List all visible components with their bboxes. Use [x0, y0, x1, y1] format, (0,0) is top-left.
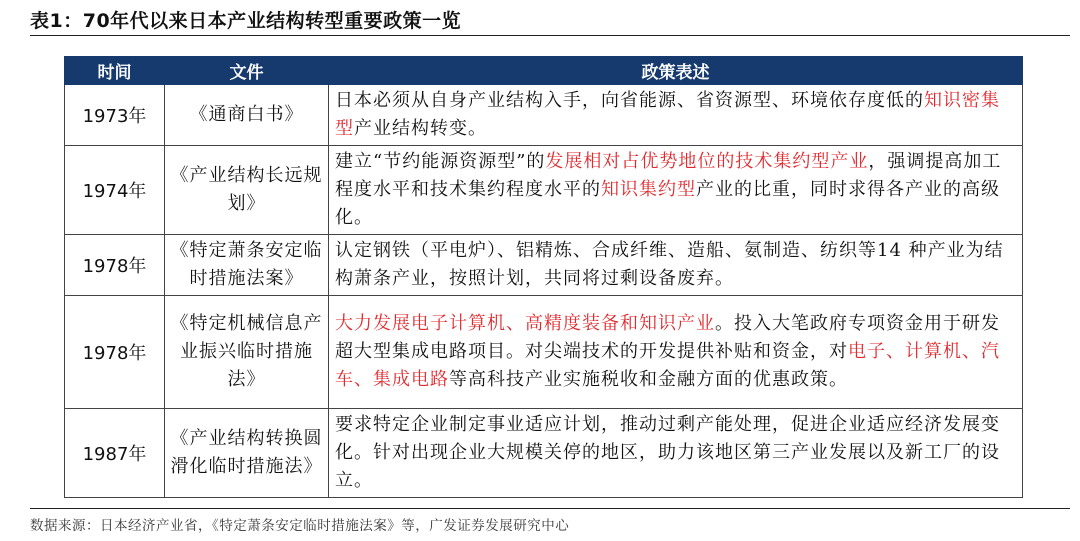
- table-row: [65, 296, 1023, 409]
- source-note: 数据来源：日本经济产业省，《特定萧条安定临时措施法案》等，广发证券发展研究中心: [30, 518, 570, 534]
- policy-text: 认定钢铁（平电炉）、铝精炼、合成纤维、造船、氨制造、纺织等14 种产业为结构萧条产业，按照计划，共同将过剩设备废弃。: [335, 240, 1004, 289]
- header-policy: 政策表述: [329, 57, 1023, 85]
- policy-text: 产业结构转变。: [354, 118, 487, 139]
- row-year: 1973年: [65, 85, 165, 146]
- policy-text: 产业的比重，同时求得各产业的高级化。: [335, 179, 1000, 228]
- row-document: 《产业结构长远规划》: [165, 146, 329, 235]
- row-policy: [329, 409, 1023, 498]
- title-divider: [30, 35, 1070, 36]
- footer-divider: [30, 508, 1070, 509]
- row-document: 《产业结构转换圆滑化临时措施法》: [165, 409, 329, 498]
- row-year: 1987年: [65, 409, 165, 498]
- highlighted-text: 发展相对占优势地位的技术集约型产业: [545, 151, 869, 172]
- row-year: 1978年: [65, 235, 165, 296]
- policy-table: [64, 56, 1023, 498]
- row-document: 《特定机械信息产业振兴临时措施法》: [165, 296, 329, 409]
- row-document: 《特定萧条安定临时措施法案》: [165, 235, 329, 296]
- row-policy: [329, 85, 1023, 146]
- row-year: 1974年: [65, 146, 165, 235]
- highlighted-text: 知识集约型: [601, 179, 696, 200]
- table-row: [65, 235, 1023, 296]
- row-policy: [329, 296, 1023, 409]
- table-row: [65, 146, 1023, 235]
- policy-text: 建立“节约能源资源型”的: [335, 151, 546, 172]
- policy-text: ，强调提高加工程度水平和技术集约程度水平的: [335, 151, 1002, 200]
- policy-text: 。投入大笔政府专项资金用于研发超大型集成电路项目。对尖端技术的开发提供补贴和资金，对: [335, 313, 1000, 362]
- header-document: 文件: [165, 57, 329, 85]
- row-year: 1978年: [65, 296, 165, 409]
- policy-text: 等高科技产业实施税收和金融方面的优惠政策。: [449, 369, 848, 390]
- highlighted-text: 大力发展电子计算机、高精度装备和知识产业: [335, 313, 715, 334]
- header-time: 时间: [65, 57, 165, 85]
- highlighted-text: 知识密集型: [335, 90, 1000, 139]
- highlighted-text: 电子、计算机、汽车、集成电路: [335, 341, 1000, 390]
- row-policy: [329, 146, 1023, 235]
- table-title: 表1：70年代以来日本产业结构转型重要政策一览: [30, 10, 462, 32]
- policy-text: 要求特定企业制定事业适应计划，推动过剩产能处理，促进企业适应经济发展变化。针对出现企业大规模关停的地区，助力该地区第三产业发展以及新工厂的设立。: [335, 414, 1000, 491]
- policy-text: 日本必须从自身产业结构入手，向省能源、省资源型、环境依存度低的: [335, 90, 924, 111]
- table-header-row: [65, 57, 1023, 85]
- table-row: [65, 409, 1023, 498]
- row-policy: [329, 235, 1023, 296]
- row-document: 《通商白书》: [165, 85, 329, 146]
- table-row: [65, 85, 1023, 146]
